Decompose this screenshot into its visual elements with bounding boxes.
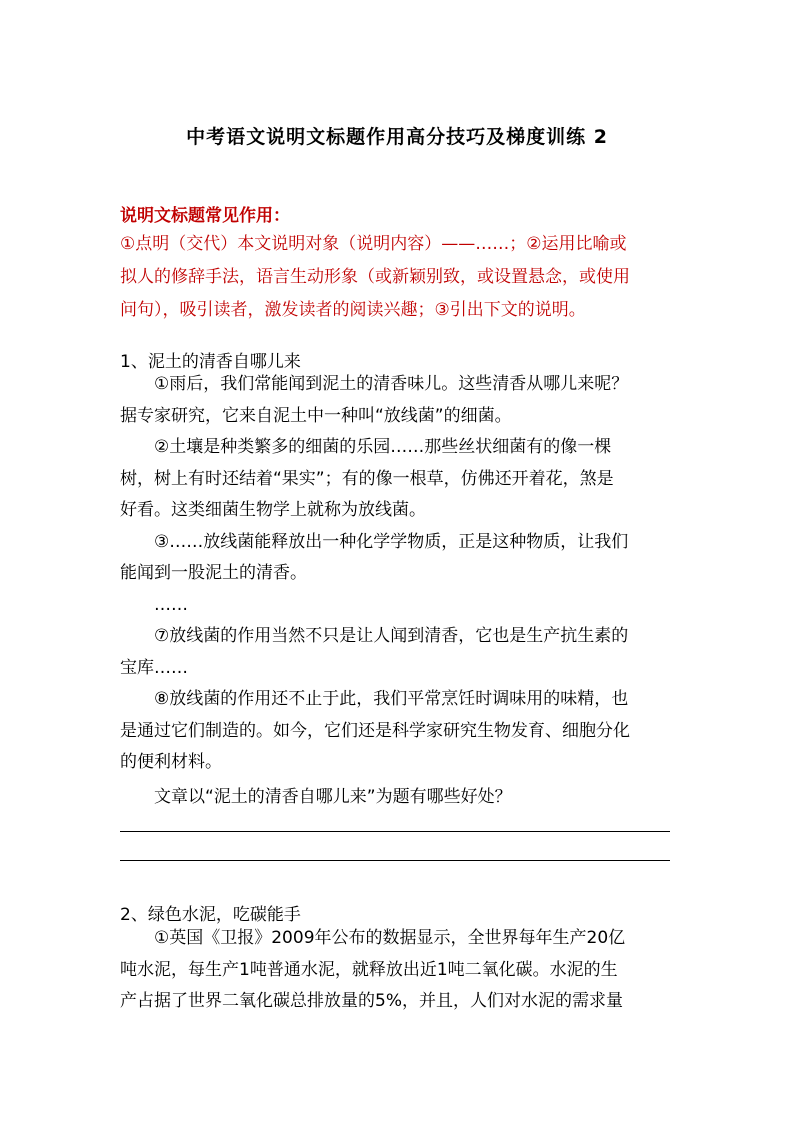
note-body xyxy=(120,228,680,327)
section2-article xyxy=(120,923,680,1018)
paragraph-line: ⑧放线菌的作用还不止于此，我们平常烹饪时调味用的味精，也 xyxy=(154,689,629,709)
paragraph-line: 据专家研究，它来自泥土中一种叫“放线菌”的细菌。 xyxy=(120,405,512,426)
paragraph-line: 能闻到一股泥土的清香。 xyxy=(120,563,307,583)
section1-title: 1、泥土的清香自哪儿来 xyxy=(120,352,301,372)
question-text: 文章以“泥土的清香自哪儿来”为题有哪些好处？ xyxy=(154,787,512,807)
paragraph-line: ①英国《卫报》2009年公布的数据显示，全世界每年生产20亿 xyxy=(154,928,626,948)
note-heading: 说明文标题常见作用： xyxy=(120,206,290,226)
section1-article xyxy=(120,369,680,779)
ellipsis-line: …… xyxy=(154,594,188,615)
paragraph-line: 吨水泥，每生产1吨普通水泥，就释放出近1吨二氧化碳。水泥的生 xyxy=(120,959,618,980)
section2-title: 2、绿色水泥，吃碳能手 xyxy=(120,905,301,925)
paragraph-line: 产占据了世界二氧化碳总排放量的5%，并且，人们对水泥的需求量 xyxy=(120,991,623,1011)
paragraph-line: 宝库…… xyxy=(120,657,188,678)
note-line: ①点明（交代）本文说明对象（说明内容）——……；②运用比喻或 xyxy=(120,234,627,254)
paragraph-line: 好看。这类细菌生物学上就称为放线菌。 xyxy=(120,500,426,520)
page-title: 中考语文说明文标题作用高分技巧及梯度训练 2 xyxy=(186,126,608,148)
paragraph-line: 树，树上有时还结着“果实”；有的像一根草，仿佛还开着花，煞是 xyxy=(120,468,614,489)
paragraph-line: ②土壤是种类繁多的细菌的乐园……那些丝状细菌有的像一棵 xyxy=(154,437,612,457)
answer-line[interactable] xyxy=(120,860,670,861)
paragraph-line: ①雨后，我们常能闻到泥土的清香味儿。这些清香从哪儿来呢？ xyxy=(154,374,629,394)
paragraph-line: ⑦放线菌的作用当然不只是让人闻到清香，它也是生产抗生素的 xyxy=(154,626,629,646)
paragraph-line: 的便利材料。 xyxy=(120,752,222,772)
answer-line[interactable] xyxy=(120,831,670,832)
note-line: 拟人的修辞手法，语言生动形象（或新颖别致，或设置悬念，或使用 xyxy=(120,267,630,287)
paragraph-line: 是通过它们制造的。如今，它们还是科学家研究生物发育、细胞分化 xyxy=(120,720,630,741)
paragraph-line: ③……放线菌能释放出一种化学学物质，正是这种物质，让我们 xyxy=(154,531,629,552)
note-line: 问句），吸引读者，激发读者的阅读兴趣；③引出下文的说明。 xyxy=(120,300,586,320)
